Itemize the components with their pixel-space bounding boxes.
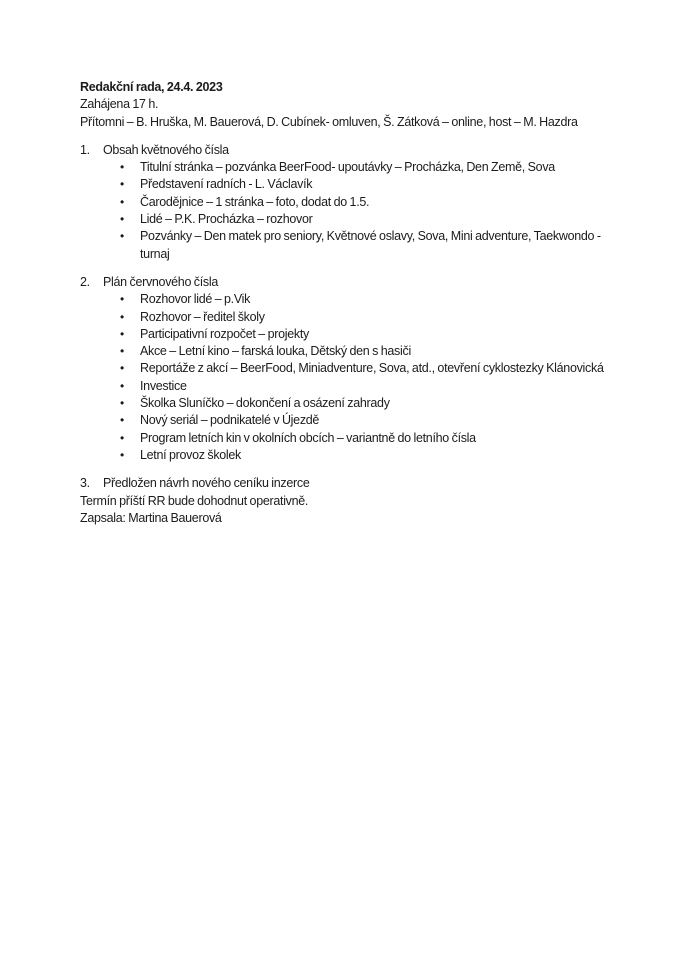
section-title-text: Plán červnového čísla — [103, 274, 218, 289]
section-number: 2. — [80, 274, 90, 289]
list-item-text: Čarodějnice – 1 stránka – foto, dodat do 1.5. — [140, 194, 370, 209]
bullet-icon: • — [120, 344, 124, 359]
bullet-icon: • — [120, 177, 124, 192]
list-item-text: Představení radních - L. Václavík — [140, 177, 313, 192]
list-item — [80, 430, 625, 447]
document-content — [80, 79, 625, 527]
section-2 — [80, 274, 625, 464]
section-number: 3. — [80, 476, 90, 491]
list-item-text: Reportáže z akcí – BeerFood, Miniadventure, Sova, atd., otevření cyklostezky Klánovická — [140, 361, 604, 376]
list-item — [80, 194, 625, 211]
list-item-text: Rozhovor – ředitel školy — [140, 309, 265, 324]
bullet-icon: • — [120, 212, 124, 227]
section-title-text: Obsah květnového čísla — [103, 142, 229, 157]
bullet-icon: • — [120, 292, 124, 307]
list-item-text: Rozhovor lidé – p.Vik — [140, 292, 251, 307]
bullet-icon: • — [120, 447, 124, 462]
list-item — [80, 211, 625, 228]
bullet-icon: • — [120, 430, 124, 445]
bullet-icon: • — [120, 309, 124, 324]
section-3 — [80, 475, 625, 492]
section-title-text: Předložen návrh nového ceníku inzerce — [103, 476, 310, 491]
bullet-icon: • — [120, 160, 124, 175]
signature-line: Zapsala: Martina Bauerová — [80, 510, 222, 525]
list-item-text: Nový seriál – podnikatelé v Újezdě — [140, 413, 320, 428]
list-item-text: Pozvánky – Den matek pro seniory, Květnové oslavy, Sova, Mini adventure, Taekwondo - turnaj — [140, 229, 601, 261]
list-item — [80, 176, 625, 193]
list-item — [80, 326, 625, 343]
bullet-icon: • — [120, 396, 124, 411]
bullet-icon: • — [120, 194, 124, 209]
closing-line: Termín příští RR bude dohodnut operativně. — [80, 493, 309, 508]
bullet-icon: • — [120, 378, 124, 393]
bullet-icon: • — [120, 229, 124, 244]
list-item-text: Participativní rozpočet – projekty — [140, 326, 309, 341]
list-item — [80, 309, 625, 326]
bullet-icon: • — [120, 413, 124, 428]
section-heading — [80, 142, 625, 159]
list-item-text: Investice — [140, 378, 187, 393]
list-item — [80, 159, 625, 176]
section-number: 1. — [80, 142, 90, 157]
list-item-text: Letní provoz školek — [140, 447, 241, 462]
bullet-icon: • — [120, 361, 124, 376]
document-subtitle: Zahájena 17 h. — [80, 97, 159, 112]
section-heading — [80, 274, 625, 291]
list-item-text: Akce – Letní kino – farská louka, Dětský den s hasiči — [140, 344, 411, 359]
list-item — [80, 395, 625, 412]
section-heading — [80, 475, 625, 492]
bullet-icon: • — [120, 326, 124, 341]
list-item — [80, 378, 625, 395]
list-item — [80, 343, 625, 360]
list-item — [80, 447, 625, 464]
attendees-line: Přítomni – B. Hruška, M. Bauerová, D. Cubínek- omluven, Š. Zátková – online, host – M. Hazdra — [80, 114, 578, 129]
list-item-text: Školka Sluníčko – dokončení a osázení zahrady — [140, 396, 390, 411]
list-item — [80, 412, 625, 429]
document-title: Redakční rada, 24.4. 2023 — [80, 80, 223, 94]
list-item-text: Lidé – P.K. Procházka – rozhovor — [140, 212, 313, 227]
list-item-text: Program letních kin v okolních obcích – variantně do letního čísla — [140, 430, 476, 445]
list-item — [80, 360, 625, 377]
list-item — [80, 291, 625, 308]
list-item-text: Titulní stránka – pozvánka BeerFood- upoutávky – Procházka, Den Země, Sova — [140, 160, 555, 175]
section-1 — [80, 142, 625, 263]
list-item — [80, 228, 625, 263]
